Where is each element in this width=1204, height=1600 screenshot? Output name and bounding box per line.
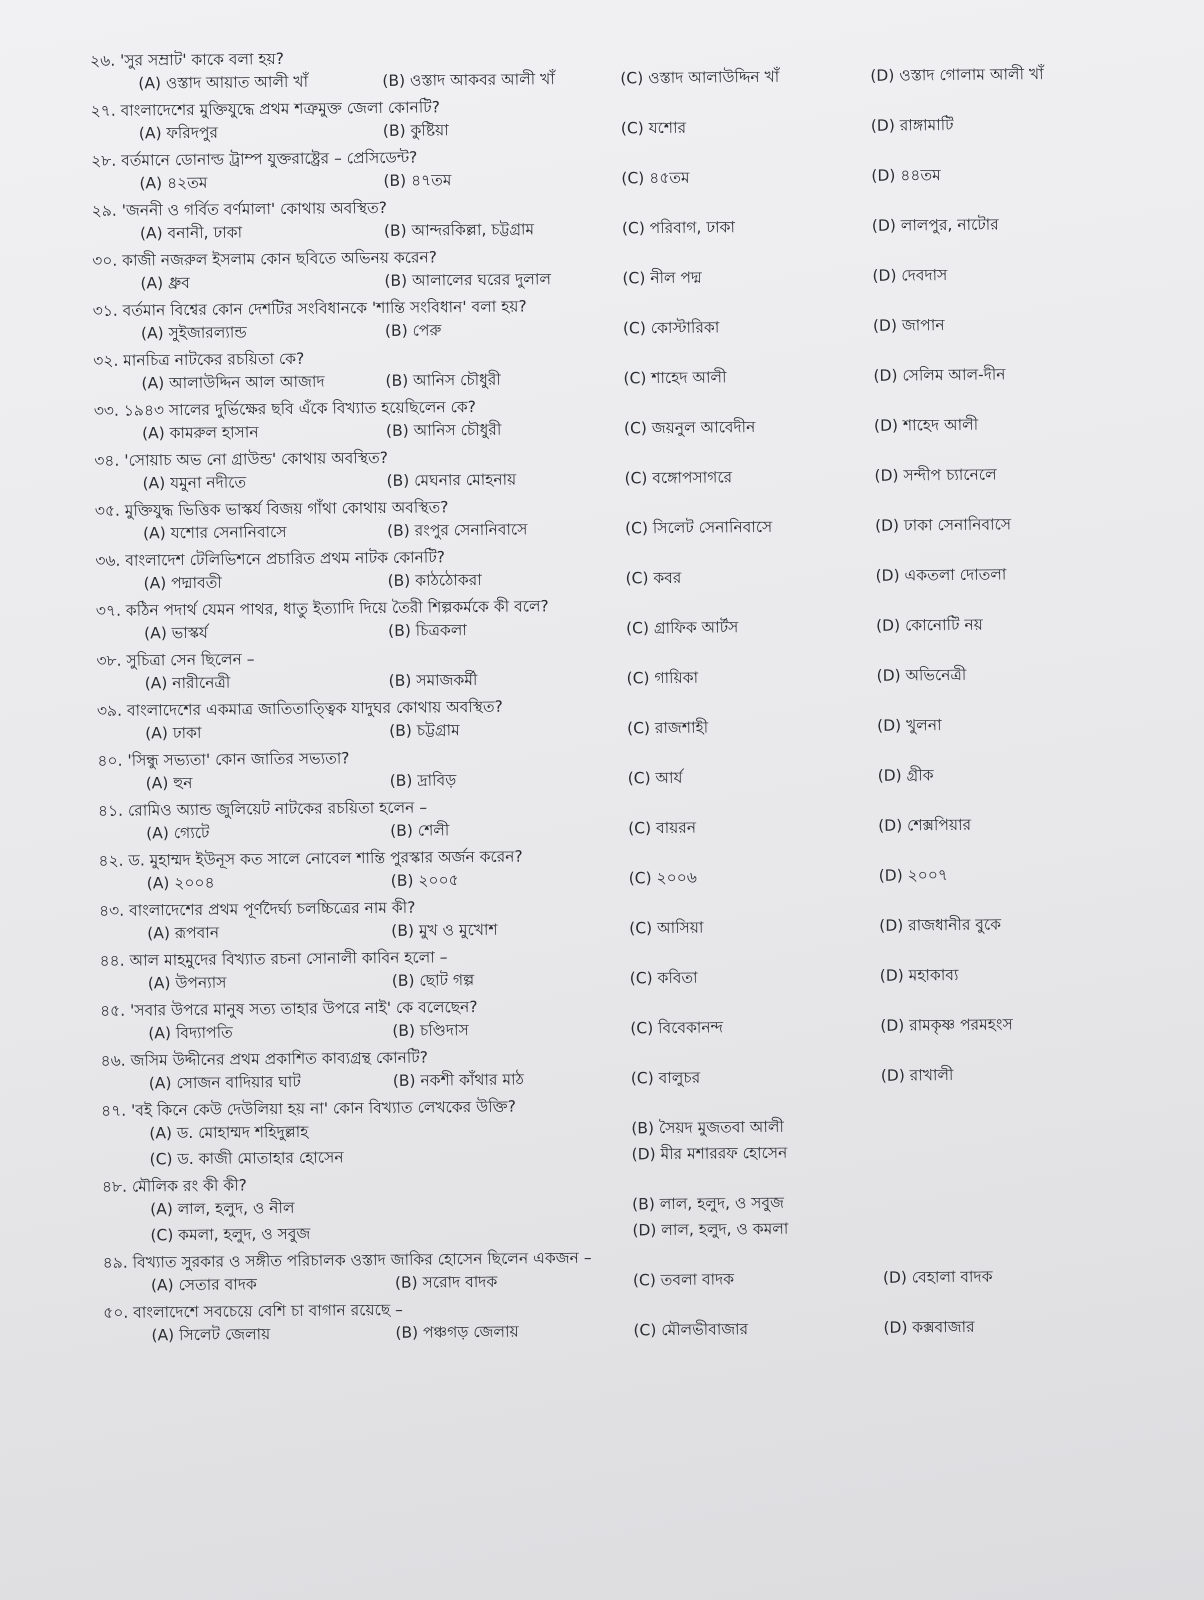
option-c: (C) মৌলভীবাজার: [633, 1320, 749, 1340]
option-b: (B) আন্দরকিল্লা, চট্টগ্রাম: [383, 220, 535, 240]
question-number: ৩৫.: [94, 501, 120, 520]
question: [90, 39, 1100, 96]
question: [97, 739, 1107, 796]
option-d: (D) রামকৃষ্ণ পরমহংস: [880, 1015, 1013, 1035]
option-b: (B) শেলী: [390, 821, 450, 840]
question-text: বাংলাদেশের একমাত্র জাতিতাত্ত্বিক যাদুঘর কোথায় অবস্থিত?: [126, 697, 503, 720]
option-c: (C) নীল পদ্ম: [622, 268, 702, 288]
option-c: (C) যশোর: [620, 118, 687, 138]
option-b: (B) দ্রাবিড়: [389, 771, 457, 790]
option-c: (C) সিলেট সেনানিবাসে: [624, 517, 773, 538]
question-number: ৩৭.: [95, 601, 122, 620]
option-b: (B) ২০০৫: [390, 871, 459, 890]
question-text: বাংলাদেশের প্রথম পূর্ণদৈর্ঘ্য চলচ্চিত্রের নাম কী?: [128, 898, 416, 920]
option-a: (A) ঢাকা: [145, 723, 202, 743]
option-b: (B) কুষ্টিয়া: [382, 121, 449, 140]
option-a: (A) পদ্মাবতী: [143, 573, 222, 593]
question-number: ২৮.: [91, 151, 117, 170]
option-d: (D) সন্দীপ চ্যানেলে: [874, 465, 997, 485]
option-a: (A) ওস্তাদ আয়াত আলী খাঁ: [138, 72, 309, 93]
question-text: বর্তমানে ডোনাল্ড ট্রাম্প যুক্তরাষ্ট্রের – প্রেসিডেন্ট?: [121, 148, 418, 170]
option-a: (A) যশোর সেনানিবাসে: [142, 522, 287, 543]
question-text: কঠিন পদার্থ যেমন পাথর, ধাতু ইত্যাদি দিয়ে তৈরী শিল্পকর্মকে কী বলে?: [125, 597, 549, 620]
option-c: (C) বঙ্গোপসাগরে: [624, 468, 733, 488]
question: [98, 839, 1108, 896]
question-text: সুচিত্রা সেন ছিলেন –: [126, 650, 255, 670]
option-a: (A) সোজন বাদিয়ার ঘাট: [148, 1072, 301, 1093]
question-number: ৪১.: [97, 801, 124, 820]
option-d: (D) মীর মশাররফ হোসেন: [631, 1143, 788, 1164]
option-a: (A) গ্যেটে: [146, 823, 210, 843]
option-c: (C) রাজশাহী: [627, 718, 709, 738]
option-b: (B) ছোট গল্প: [391, 971, 475, 990]
option-d: (D) শাহেদ আলী: [873, 415, 979, 435]
question-text: জসিম উদ্দীনের প্রথম প্রকাশিত কাব্যগ্রন্থ কোনটি?: [130, 1048, 429, 1070]
question-number: ৪৭.: [101, 1101, 127, 1120]
option-c: (C) আর্য: [627, 768, 683, 788]
option-d: (D) সেলিম আল-দীন: [873, 365, 1006, 385]
question: [95, 539, 1105, 596]
option-c: (C) তবলা বাদক: [632, 1270, 735, 1290]
question-text: 'সবার উপরে মানুষ সত্য তাহার উপরে নাই' কে বলেছেন?: [129, 997, 478, 1020]
option-d: (D) ২০০৭: [878, 866, 949, 885]
question: [102, 1165, 1113, 1248]
option-a: (A) ২০০৪: [146, 873, 215, 893]
question-number: ৪৯.: [102, 1253, 128, 1272]
option-a: (A) নারীনেত্রী: [144, 673, 231, 693]
question-text: কাজী নজরুল ইসলাম কোন ছবিতে অভিনয় করেন?: [122, 248, 438, 270]
question: [95, 489, 1105, 546]
question-text: 'সোয়াচ অভ নো গ্রাউন্ড' কোথায় অবস্থিত?: [124, 448, 389, 470]
question-sheet: [90, 39, 1114, 1352]
option-b: (B) চণ্ডিদাস: [392, 1021, 469, 1040]
option-b: (B) ওস্তাদ আকবর আলী খাঁ: [382, 70, 555, 90]
option-a: (A) বিদ্যাপতি: [148, 1023, 233, 1043]
question-number: ৪৫.: [99, 1001, 126, 1020]
option-a: (A) ধ্রুব: [140, 273, 190, 293]
question-text: মৌলিক রং কী কী?: [131, 1176, 247, 1196]
question: [101, 1089, 1112, 1172]
question: [96, 639, 1106, 696]
option-b: (B) আলালের ঘরের দুলাল: [384, 270, 552, 290]
question-number: ৩২.: [93, 351, 119, 370]
option-c: (C) ড. কাজী মোতাহার হোসেন: [149, 1148, 344, 1169]
option-c: (C) কবর: [625, 568, 682, 588]
option-d: (D) লালপুর, নাটোর: [871, 215, 999, 235]
question-number: ৫০.: [103, 1303, 129, 1322]
option-d: (D) ওস্তাদ গোলাম আলী খাঁ: [870, 65, 1044, 85]
question-text: বিখ্যাত সুরকার ও সঙ্গীত পরিচালক ওস্তাদ জাকির হোসেন ছিলেন একজন –: [132, 1248, 592, 1272]
question-number: ৪২.: [98, 851, 124, 870]
question-text: বাংলাদেশের মুক্তিযুদ্ধে প্রথম শত্রুমুক্ত জেলা কোনটি?: [120, 98, 440, 120]
option-b: (B) আনিস চৌধুরী: [385, 370, 501, 390]
option-d: (D) ঢাকা সেনানিবাসে: [874, 515, 1012, 535]
question-text: রোমিও অ্যান্ড জুলিয়েট নাটকের রচয়িতা হলেন –: [127, 798, 428, 820]
option-c: (C) জয়নুল আবেদীন: [623, 418, 756, 438]
option-a: (A) ৪২তম: [139, 173, 208, 193]
option-b: (B) চট্টগ্রাম: [389, 721, 460, 740]
option-d: (D) মহাকাব্য: [879, 965, 959, 985]
option-c: (C) কবিতা: [629, 968, 698, 988]
option-d: (D) দেবদাস: [872, 266, 948, 285]
question-text: বর্তমান বিশ্বের কোন দেশটির সংবিধানকে 'শান্তি সংবিধান' বলা হয়?: [122, 297, 527, 320]
question-number: ৪৮.: [101, 1177, 128, 1196]
question-text: মানচিত্র নাটকের রচয়িতা কে?: [123, 349, 305, 370]
option-a: (A) ফরিদপুর: [138, 123, 219, 143]
option-b: (B) কাঠঠোকরা: [387, 570, 482, 590]
question-text: 'সিন্ধু সভ্যতা' কোন জাতির সভ্যতা?: [127, 749, 350, 770]
option-c: (C) কমলা, হলুদ, ও সবুজ: [150, 1224, 311, 1245]
option-c: (C) বিবেকানন্দ: [630, 1018, 724, 1038]
option-c: (C) পরিবাগ, ঢাকা: [621, 218, 736, 238]
question-number: ৩০.: [92, 251, 118, 270]
question-number: ২৬.: [90, 51, 116, 70]
question-text: মুক্তিযুদ্ধ ভিত্তিক ভাস্কর্য বিজয় গাঁথা কোথায় অবস্থিত?: [124, 498, 449, 520]
question: [94, 389, 1104, 446]
question: [99, 939, 1109, 996]
options-grid: [102, 1187, 1112, 1248]
option-a: (A) সিলেট জেলায়: [151, 1325, 271, 1345]
option-a: (A) ড. মোহাম্মদ শহিদুল্লাহ: [149, 1122, 309, 1143]
question: [100, 1039, 1110, 1096]
option-d: (D) বেহালা বাদক: [882, 1267, 993, 1287]
option-d: (D) রাঙ্গামাটি: [870, 115, 954, 135]
question-number: ৩৬.: [95, 551, 121, 570]
question-text: বাংলাদেশ টেলিভিশনে প্রচারিত প্রথম নাটক কোনটি?: [125, 548, 446, 570]
option-d: (D) অভিনেত্রী: [876, 665, 967, 685]
option-a: (A) সুইজারল্যান্ড: [140, 323, 247, 343]
question-text: আল মাহমুদের বিখ্যাত রচনা সোনালী কাবিন হলো –: [129, 948, 448, 970]
option-b: (B) পঞ্চগড় জেলায়: [395, 1322, 519, 1342]
option-b: (B) আনিস চৌধুরী: [385, 420, 502, 440]
option-b: (B) সরোদ বাদক: [394, 1272, 498, 1292]
option-a: (A) বনানী, ঢাকা: [139, 223, 243, 243]
option-c: (C) ৪৫তম: [621, 168, 690, 188]
option-d: (D) রাজধানীর বুকে: [879, 915, 1002, 935]
option-b: (B) পেরু: [384, 321, 442, 340]
option-d: (D) কক্সবাজার: [883, 1317, 975, 1337]
option-a: (A) সেতার বাদক: [150, 1275, 257, 1295]
option-d: (D) রাখালী: [880, 1066, 954, 1085]
question-number: ২৯.: [91, 201, 117, 220]
question-number: ৩১.: [92, 301, 118, 320]
option-a: (A) যমুনা নদীতে: [142, 473, 247, 493]
question: [91, 139, 1101, 196]
option-b: (B) লাল, হলুদ, ও সবুজ: [632, 1193, 785, 1214]
question-text: 'বই কিনে কেউ দেউলিয়া হয় না' কোন বিখ্যাত লেখকের উক্তি?: [131, 1097, 516, 1120]
question: [94, 439, 1104, 496]
option-a: (A) রূপবান: [147, 923, 220, 943]
option-d: (D) গ্রীক: [877, 766, 934, 785]
option-d: (D) লাল, হলুদ, ও কমলা: [632, 1219, 789, 1240]
option-d: (D) কোনোটি নয়: [875, 615, 983, 635]
question-number: ৪৪.: [99, 951, 125, 970]
option-c: (C) গায়িকা: [626, 668, 699, 688]
option-a: (A) আলাউদ্দিন আল আজাদ: [141, 372, 325, 393]
question: [91, 89, 1101, 146]
question: [97, 689, 1107, 746]
option-c: (C) শাহেদ আলী: [623, 368, 727, 388]
question-number: ৩৪.: [94, 451, 120, 470]
option-d: (D) খুলনা: [877, 716, 942, 735]
question-text: ১৯৪৩ সালের দুর্ভিক্ষের ছবি এঁকে বিখ্যাত হয়েছিলেন কে?: [123, 397, 476, 420]
question: [103, 1291, 1113, 1348]
question: [100, 989, 1110, 1046]
option-b: (B) মেঘনার মোহনায়: [386, 470, 517, 490]
option-d: (D) একতলা দোতলা: [875, 565, 1007, 585]
option-b: (B) চিত্রকলা: [388, 621, 467, 640]
option-c: (C) কোস্টারিকা: [622, 318, 720, 338]
option-b: (B) সৈয়দ মুজতবা আলী: [631, 1117, 785, 1138]
option-c: (C) ২০০৬: [628, 868, 697, 888]
question: [99, 889, 1109, 946]
option-b: (B) সমাজকর্মী: [388, 670, 478, 690]
option-b: (B) মুখ ও মুখোশ: [391, 920, 498, 940]
question-number: ২৭.: [90, 101, 116, 120]
option-a: (A) কামরুল হাসান: [141, 423, 259, 443]
question-number: ৩৮.: [96, 651, 122, 670]
question-text: 'জননী ও গর্বিত বর্ণমালা' কোথায় অবস্থিত?: [121, 198, 388, 220]
option-b: (B) নকশী কাঁথার মাঠ: [392, 1070, 524, 1090]
question: [93, 289, 1103, 346]
question: [93, 339, 1103, 396]
option-a: (A) উপন্যাস: [147, 973, 227, 993]
option-c: (C) আসিয়া: [629, 918, 704, 938]
option-c: (C) বায়রন: [628, 818, 697, 838]
question: [92, 239, 1102, 296]
option-b: (B) রংপুর সেনানিবাসে: [386, 520, 528, 540]
question-number: ৩৯.: [96, 701, 123, 720]
question: [92, 189, 1102, 246]
question: [96, 589, 1106, 646]
question-text: বাংলাদেশে সবচেয়ে বেশি চা বাগান রয়েছে –: [133, 1300, 403, 1322]
question-text: 'সুর সম্রাট' কাকে বলা হয়?: [120, 49, 285, 70]
option-a: (A) ভাস্কর্য: [144, 623, 208, 643]
question-number: ৪৩.: [98, 901, 125, 920]
option-b: (B) ৪৭তম: [383, 171, 452, 190]
question: [103, 1241, 1113, 1298]
options-grid: [101, 1111, 1111, 1172]
question-text: ড. মুহাম্মদ ইউনূস কত সালে নোবেল শান্তি পুরস্কার অর্জন করেন?: [128, 847, 523, 870]
option-a: (A) লাল, হলুদ, ও নীল: [150, 1198, 295, 1219]
question: [98, 789, 1108, 846]
question-number: ৪০.: [97, 751, 123, 770]
option-a: (A) হুন: [145, 773, 193, 793]
question-number: ৩৩.: [93, 401, 119, 420]
option-c: (C) গ্রাফিক আর্টস: [625, 618, 739, 638]
question-number: ৪৬.: [100, 1051, 126, 1070]
option-d: (D) জাপান: [872, 316, 945, 335]
option-c: (C) বালুচর: [630, 1068, 701, 1088]
option-c: (C) ওস্তাদ আলাউদ্দিন খাঁ: [620, 67, 780, 88]
option-d: (D) ৪৪তম: [871, 166, 941, 185]
option-d: (D) শেক্সপিয়ার: [878, 815, 972, 835]
